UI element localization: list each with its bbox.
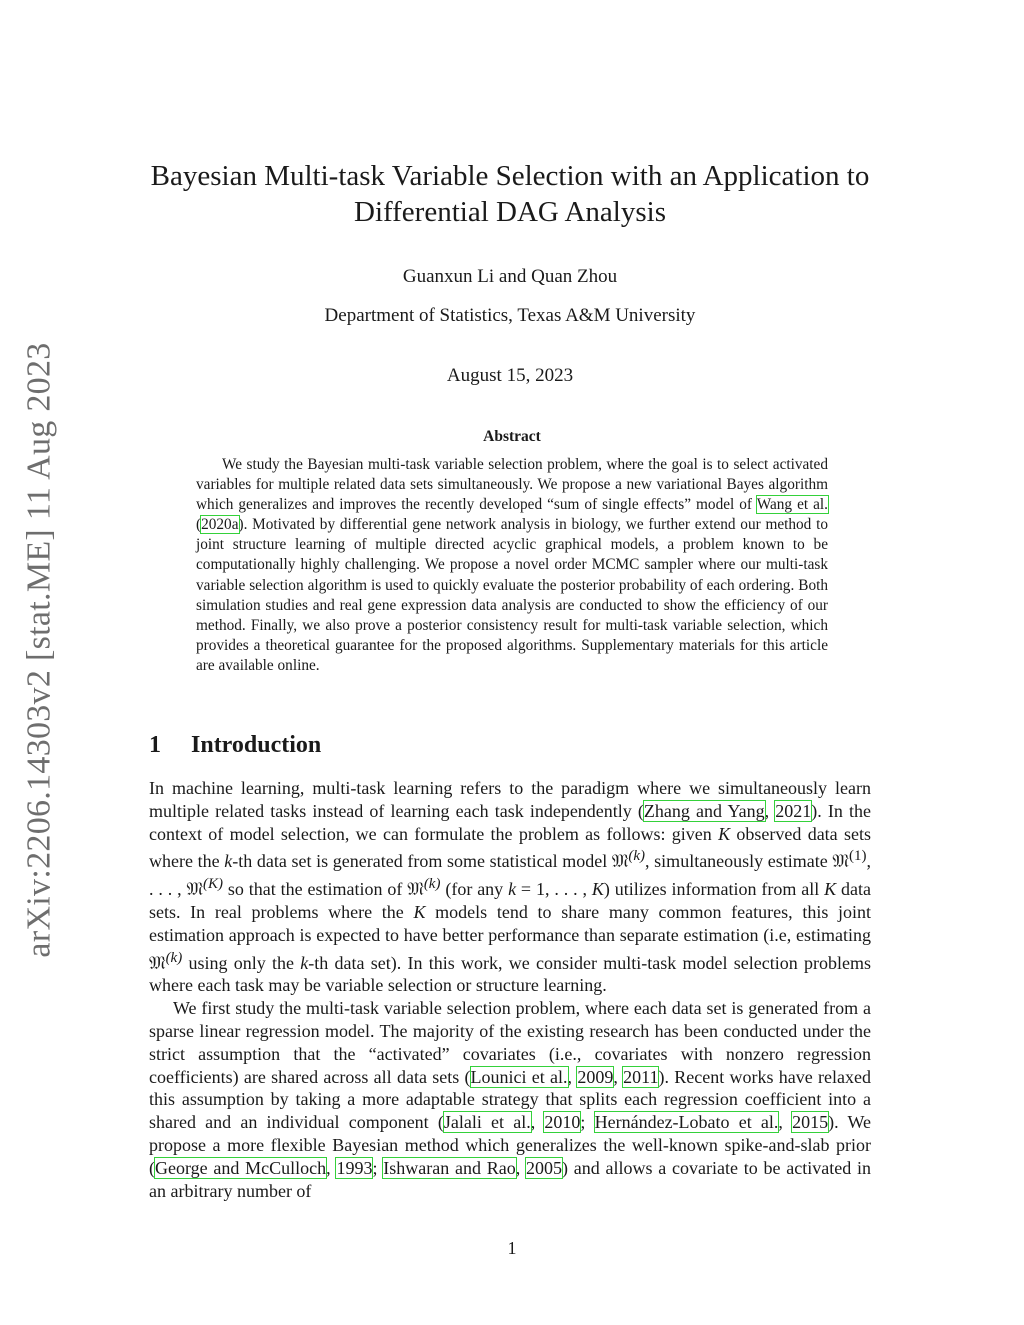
arxiv-stamp-text: arXiv:2206.14303v2 [stat.ME] 11 Aug 2023 <box>21 342 59 958</box>
citation-link[interactable]: Wang et al. <box>756 496 828 514</box>
citation-link[interactable]: Ishwaran and Rao <box>383 1157 516 1178</box>
citation-link[interactable]: 1993 <box>336 1157 373 1178</box>
citation-link[interactable]: Lounici et al. <box>470 1066 568 1087</box>
citation-link[interactable]: 2021 <box>775 800 812 821</box>
paper-header <box>130 158 890 387</box>
paper-date: August 15, 2023 <box>446 365 574 386</box>
abstract-heading: Abstract <box>483 428 541 445</box>
arxiv-identifier-stamp <box>12 340 68 960</box>
citation-link[interactable]: 2015 <box>792 1112 829 1133</box>
citation-link[interactable]: 2020a <box>201 516 239 534</box>
math-symbol: 𝔐 <box>611 851 629 872</box>
citation-link[interactable]: Jalali et al. <box>443 1112 531 1133</box>
section-heading <box>149 732 321 759</box>
citation-link[interactable]: 2005 <box>526 1157 563 1178</box>
paper-title: Bayesian Multi-task Variable Selection with an Application to Differential DAG Analysis <box>150 160 870 228</box>
abstract-text: We study the Bayesian multi-task variable selection problem, where the goal is to select activated variables for multiple related data sets simultaneously. We propose a new variational Bayes algorithm which generalizes and improves the recently developed “sum of single effects” model of Wang et al. (2020a). Motivated by differential gene network analysis in biology, we further extend our method to joint structure learning of multiple directed acyclic graphical models, a problem known to be computationally highly challenging. We propose a novel order MCMC sampler where our multi-task variable selection algorithm is used to quickly evaluate the posterior probability of each ordering. Both simulation studies and real gene expression data analysis are conducted to show the efficiency of our method. Finally, we also prove a posterior consistency result for multi-task variable selection, which provides a theoretical guarantee for the proposed algorithms. Supplementary materials for this article are available online. <box>196 456 828 674</box>
body-paragraph: We first study the multi-task variable selection problem, where each data set is generated from a sparse linear regression model. The majority of the existing research has been conducted under the strict assumption that the “activated” covariates (i.e., covariates with nonzero regression coefficients) are shared across all data sets (Lounici et al., 2009, 2011). Recent works have relaxed this assumption by taking a more adaptable strategy that splits each regression coefficient into a shared and an individual component (Jalali et al., 2010; Hernández-Lobato et al., 2015). We propose a more flexible Bayesian method which generalizes the well-known spike-and-slab prior (George and McCulloch, 1993; Ishwaran and Rao, 2005) and allows a covariate to be activated in an arbitrary number of <box>149 998 872 1201</box>
section-number: 1 <box>149 732 161 758</box>
body-paragraph: In machine learning, multi-task learning refers to the paradigm where we simultaneously learn multiple related tasks instead of learning each task independently (Zhang and Yang, 2021). In the context of model selection, we can formulate the problem as follows: given K observed data sets where the k-th data set is generated from some statistical model 𝔐$^{(k)}$, simultaneously estimate 𝔐$^{(1)}$, . . . , 𝔐$^{(K)}$ so that the estimation of 𝔐$^{(k)}$ (for any k = 1, . . . , K) utilizes information from all K data sets. In real problems where the K models tend to share many common features, this joint estimation approach is expected to have better performance than separate estimation (i.e, estimating 𝔐$^{(k)}$ using only the k-th data set). In this work, we consider multi-task model selection problems where each task may be variable selection or structure learning. <box>149 778 872 996</box>
citation-link[interactable]: 2010 <box>544 1112 581 1133</box>
section-title: Introduction <box>191 732 322 758</box>
citation-link[interactable]: 2011 <box>623 1066 659 1087</box>
page-number: 1 <box>507 1238 517 1258</box>
abstract-block <box>196 428 828 676</box>
paper-authors: Guanxun Li and Quan Zhou <box>402 266 618 287</box>
citation-link[interactable]: Hernández-Lobato et al. <box>594 1112 779 1133</box>
author-affiliation: Department of Statistics, Texas A&M University <box>324 305 696 326</box>
citation-link[interactable]: 2009 <box>577 1066 614 1087</box>
introduction-body <box>149 777 871 1202</box>
citation-link[interactable]: Zhang and Yang <box>643 800 765 821</box>
citation-link[interactable]: George and McCulloch <box>155 1157 327 1178</box>
